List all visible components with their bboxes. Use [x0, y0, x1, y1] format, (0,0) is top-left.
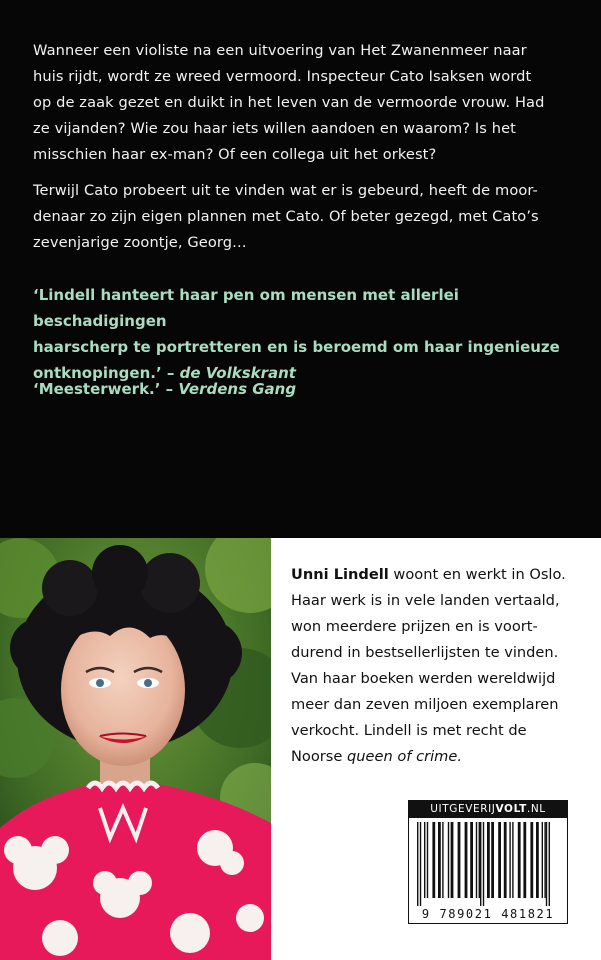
author-name: Unni Lindell — [291, 566, 389, 583]
bio-line: Noorse — [291, 748, 347, 765]
barcode-bar — [518, 822, 521, 898]
quote-line: ‘Meesterwerk.’ — [33, 380, 161, 398]
barcode-bar — [479, 822, 480, 898]
publisher-suffix: .NL — [526, 803, 546, 815]
quote-line: ‘Lindell hanteert haar pen om mensen met allerlei beschadigingen — [33, 286, 459, 330]
barcode-bar — [470, 822, 473, 898]
barcode-bar — [509, 822, 510, 898]
barcode-bar — [438, 822, 441, 898]
barcode-bar — [504, 822, 507, 898]
barcode-bar — [448, 822, 449, 898]
barcode-guard-bar — [483, 822, 484, 906]
quote-line: haarscherp te portretteren en is beroemd om haar ingenieuze — [33, 338, 560, 356]
bio-line: meer dan zeven miljoen exemplaren — [291, 696, 559, 713]
barcode-guard-bar — [546, 822, 547, 906]
isbn-number: 9 789021 481821 — [421, 907, 555, 921]
barcode-guard-bar — [417, 822, 418, 906]
publisher-url — [408, 800, 568, 818]
quote-source: Verdens Gang — [178, 380, 297, 398]
press-quote-verdens-gang — [33, 376, 578, 402]
quote-source: de Volkskrant — [179, 364, 296, 382]
blurb-line: huis rijdt, wordt ze wreed vermoord. Inspecteur Cato Isaksen wordt — [33, 68, 532, 85]
bio-line: Haar werk is in vele landen vertaald, — [291, 592, 560, 609]
barcode-bar — [458, 822, 461, 898]
barcode-bar — [442, 822, 443, 898]
blurb-line: Wanneer een violiste na een uitvoering van Het Zwanenmeer naar — [33, 42, 527, 59]
blurb-paragraph-1 — [33, 38, 578, 168]
barcode-bar — [451, 822, 454, 898]
publisher-bold: VOLT — [495, 803, 527, 815]
blurb-line: zevenjarige zoontje, Georg… — [33, 234, 247, 251]
press-quote-volkskrant — [33, 282, 578, 386]
barcode-bar — [542, 822, 543, 898]
isbn-barcode-block — [408, 800, 568, 925]
barcode-bars — [415, 822, 561, 906]
barcode-bar — [476, 822, 477, 898]
quote-dash: – — [160, 380, 179, 398]
barcode-bar — [512, 822, 513, 898]
bio-line: durend in bestsellerlijsten te vinden. — [291, 644, 559, 661]
barcode-bar — [424, 822, 425, 898]
author-photo — [0, 538, 271, 960]
blurb-paragraph-2 — [33, 178, 578, 256]
barcode-bar — [530, 822, 533, 898]
publisher-prefix: UITGEVERIJ — [430, 803, 496, 815]
bio-line: woont en werkt in Oslo. — [388, 566, 566, 583]
barcode-area — [408, 818, 568, 924]
barcode-bar — [536, 822, 539, 898]
barcode-bar — [487, 822, 490, 898]
blurb-line: denaar zo zijn eigen plannen met Cato. Of beter gezegd, met Cato’s — [33, 208, 539, 225]
barcode-bar — [432, 822, 435, 898]
barcode-guard-bar — [480, 822, 481, 906]
blurb-line: op de zaak gezet en duikt in het leven van de vermoorde vrouw. Had — [33, 94, 545, 111]
quote-line: ontknopingen.’ — [33, 364, 162, 382]
bio-line-italic: queen of crime. — [347, 748, 462, 765]
author-bio — [291, 562, 591, 770]
barcode-bar — [427, 822, 428, 898]
barcode-guard-bar — [420, 822, 421, 906]
bio-line: verkocht. Lindell is met recht de — [291, 722, 527, 739]
blurb-line: misschien haar ex-man? Of een collega uit het orkest? — [33, 146, 437, 163]
barcode-guard-bar — [549, 822, 550, 906]
quote-dash: – — [161, 364, 180, 382]
blurb-line: ze vijanden? Wie zou haar iets willen aandoen en waarom? Is het — [33, 120, 516, 137]
bio-line: won meerdere prijzen en is voort- — [291, 618, 538, 635]
barcode-bar — [498, 822, 501, 898]
barcode-bar — [544, 822, 545, 898]
blurb-line: Terwijl Cato probeert uit te vinden wat er is gebeurd, heeft de moor- — [33, 182, 538, 199]
barcode-bar — [523, 822, 526, 898]
barcode-bar — [491, 822, 494, 898]
barcode-bar — [465, 822, 468, 898]
bio-line: Van haar boeken werden wereldwijd — [291, 670, 556, 687]
